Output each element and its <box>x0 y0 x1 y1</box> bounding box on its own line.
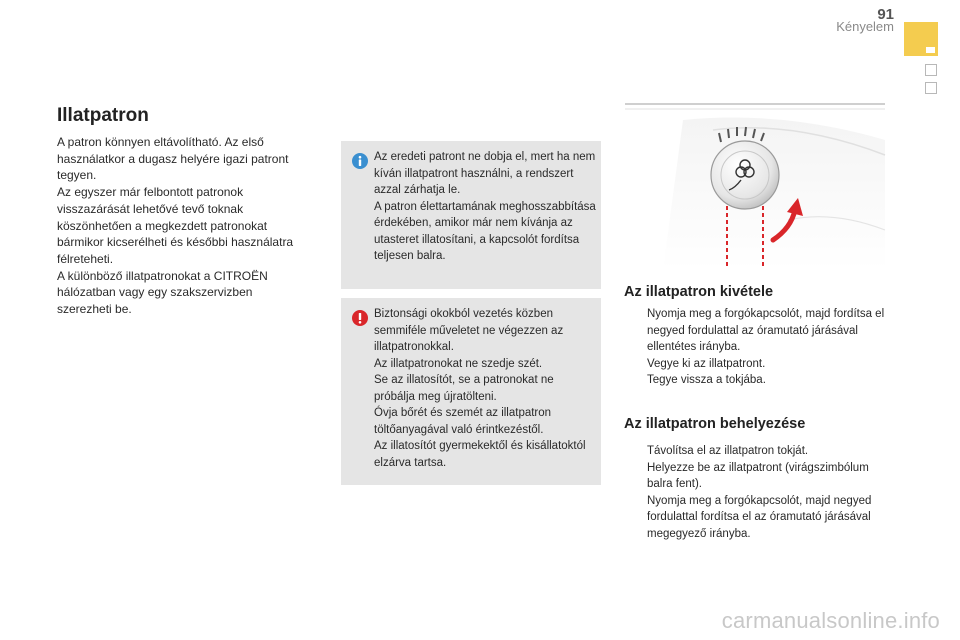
removal-steps <box>624 306 890 389</box>
section-tab-3[interactable] <box>925 82 937 94</box>
warning-line: Az illatosítót gyermekektől és kisállatoktól elzárva tartsa. <box>374 440 586 469</box>
page-title: Illatpatron <box>57 105 149 126</box>
insertion-heading: Az illatpatron behelyezése <box>624 416 806 432</box>
warning-line: Biztonsági okokból vezetés közben semmiféle műveletet ne végezzen az illatpatronokkal. <box>374 308 564 353</box>
intro-paragraph: A különböző illatpatronokat a CITROËN hálózatban vagy egy szakszervizben szerezheti be. <box>57 268 268 317</box>
warning-line: Se az illatosítót, se a patronokat ne próbálja meg újratölteni. <box>374 374 554 403</box>
warning-box-text <box>374 306 596 471</box>
page-number: 91 <box>877 6 894 23</box>
intro-paragraph: A patron könnyen eltávolítható. Az első használatkor a dugasz helyére igazi patront tegyen. <box>57 135 289 183</box>
dashboard-knob-illustration <box>623 100 888 270</box>
step-text: Nyomja meg a forgókapcsolót, majd fordítsa el negyed fordulattal az óramutató járásával ellentétes irányba. <box>647 308 885 353</box>
step-text: Tegye vissza a tokjába. <box>647 374 766 386</box>
section-tab-active[interactable] <box>904 22 938 56</box>
list-item <box>624 306 890 356</box>
list-item <box>624 460 890 493</box>
list-item <box>624 356 890 373</box>
info-box <box>341 141 601 289</box>
step-text: Távolítsa el az illatpatron tokját. <box>647 445 809 457</box>
step-text: Nyomja meg a forgókapcsolót, majd negyed fordulattal fordítsa el az óramutató járásával megegyező irányba. <box>647 494 872 540</box>
section-tab-2[interactable] <box>925 64 937 76</box>
list-item <box>624 493 890 543</box>
step-text: Vegye ki az illatpatront. <box>647 357 766 370</box>
list-item <box>624 372 890 389</box>
list-item <box>624 443 890 460</box>
info-line: A patron élettartamának meghosszabbítása érdekében, amikor már nem kívánja az utasteret illatosítani, a kapcsolót fordítsa teljesen balra. <box>374 200 596 262</box>
warning-box <box>341 298 601 485</box>
step-text: Helyezze be az illatpatront (virágszimbólum balra fent). <box>647 461 869 490</box>
warning-line: Óvja bőrét és szemét az illatpatron töltőanyagával való érintkezéstől. <box>374 407 552 436</box>
section-label: Kényelem <box>836 19 894 34</box>
warning-icon <box>352 310 368 326</box>
info-line: Az eredeti patront ne dobja el, mert ha nem kíván illatpatront használni, a rendszert azzal zárhatja le. <box>374 151 596 196</box>
info-box-text <box>374 149 596 265</box>
info-icon <box>352 153 368 169</box>
warning-line: Az illatpatronokat ne szedje szét. <box>374 357 543 370</box>
removal-heading: Az illatpatron kivétele <box>624 284 774 300</box>
insertion-steps <box>624 443 890 542</box>
watermark: carmanualsonline.info <box>721 608 940 633</box>
intro-paragraph: Az egyszer már felbontott patronok visszazárását lehetővé tevő toknak köszönhetően a megkezdett patronokat bármikor kicserélheti és későbbi használatra félreteheti. <box>57 185 294 266</box>
intro-text <box>57 134 307 318</box>
